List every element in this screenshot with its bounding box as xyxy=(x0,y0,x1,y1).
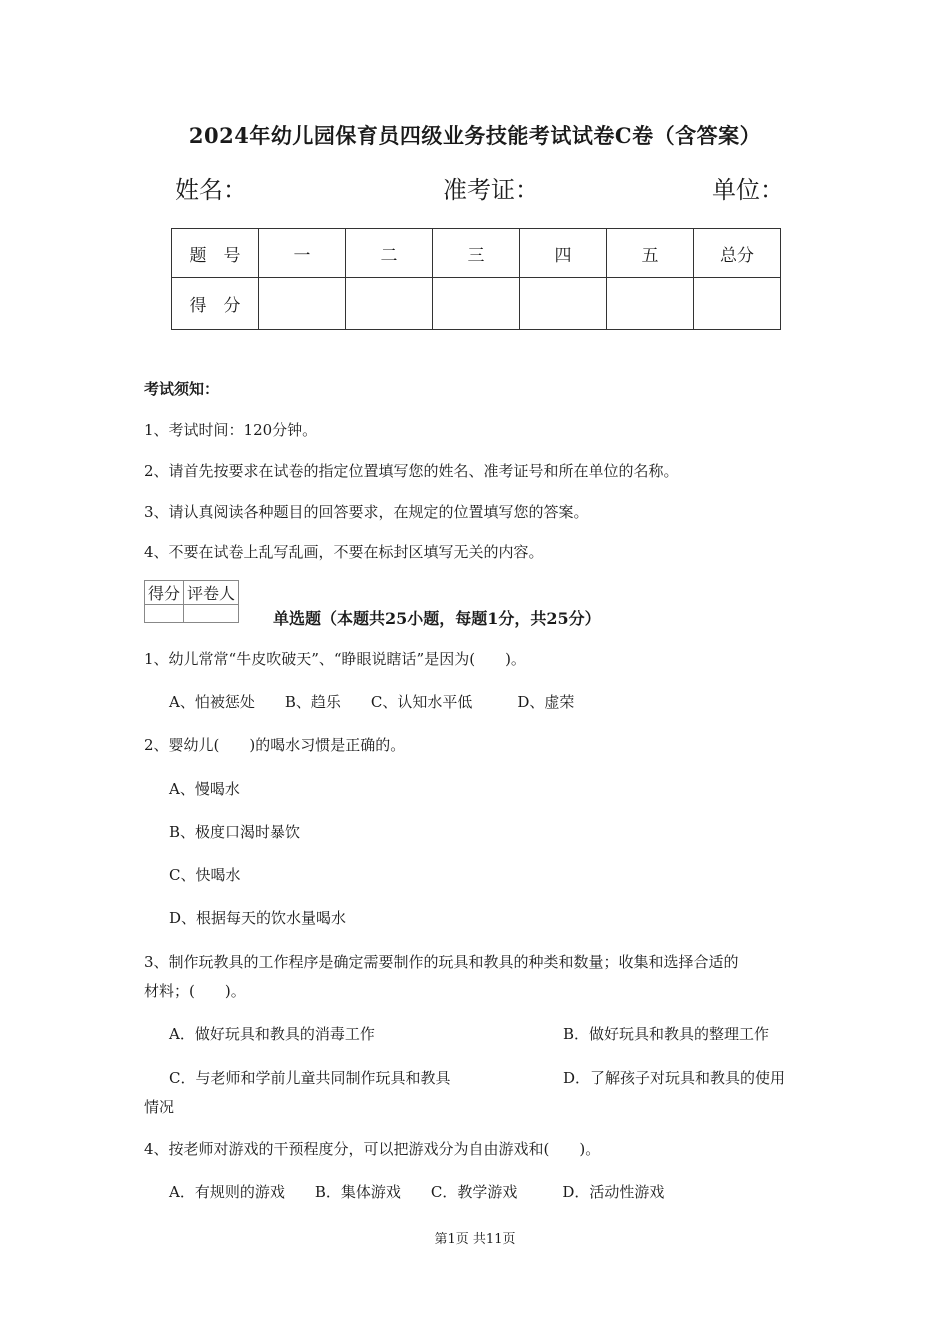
name-field-label: 姓名： xyxy=(175,176,247,204)
question-3-stem: 3、制作玩教具的工作程序是确定需要制作的玩具和教具的种类和数量；收集和选择合适的 xyxy=(144,953,739,971)
question-2-option-a: A、慢喝水 xyxy=(169,780,240,798)
grader-box-grader-cell[interactable] xyxy=(184,605,239,623)
grader-box xyxy=(144,580,239,623)
score-table-score-row xyxy=(172,278,781,330)
grader-box-score-cell[interactable] xyxy=(145,605,184,623)
score-table-header: 四 xyxy=(520,229,607,278)
score-cell[interactable] xyxy=(607,278,694,330)
score-cell[interactable] xyxy=(694,278,781,330)
exam-id-field-label: 准考证： xyxy=(443,176,539,204)
exam-title: 2024年幼儿园保育员四级业务技能考试试卷C卷（含答案） xyxy=(188,123,762,148)
grader-box-score-label: 得分 xyxy=(145,581,184,605)
question-2-stem: 2、婴幼儿( )的喝水习惯是正确的。 xyxy=(144,736,406,754)
question-1-stem: 1、幼儿常常“牛皮吹破天”、“睁眼说瞎话”是因为( )。 xyxy=(144,650,526,668)
question-3-option-d: D．了解孩子对玩具和教具的使用 xyxy=(563,1069,786,1087)
question-3-option-a: A．做好玩具和教具的消毒工作 xyxy=(169,1025,375,1043)
score-table-header: 五 xyxy=(607,229,694,278)
question-2-option-c: C、快喝水 xyxy=(169,866,241,884)
score-table xyxy=(171,228,781,330)
notice-item: 3、请认真阅读各种题目的回答要求，在规定的位置填写您的答案。 xyxy=(144,503,589,521)
score-cell[interactable] xyxy=(259,278,346,330)
question-2-option-b: B、极度口渴时暴饮 xyxy=(169,823,301,841)
score-table-header: 题 号 xyxy=(172,229,259,278)
score-table-header: 三 xyxy=(433,229,520,278)
question-3-option-b: B．做好玩具和教具的整理工作 xyxy=(563,1025,770,1043)
question-4-stem: 4、按老师对游戏的干预程度分，可以把游戏分为自由游戏和( )。 xyxy=(144,1140,601,1158)
score-table-header: 二 xyxy=(346,229,433,278)
question-3-option-c: C．与老师和学前儿童共同制作玩具和教具 xyxy=(169,1069,451,1087)
score-cell[interactable] xyxy=(346,278,433,330)
question-4-options: A．有规则的游戏 B．集体游戏 C．教学游戏 D．活动性游戏 xyxy=(169,1183,665,1201)
question-1-options: A、怕被惩处 B、趋乐 C、认知水平低 D、虚荣 xyxy=(169,693,575,711)
score-table-header: 总分 xyxy=(694,229,781,278)
score-cell[interactable] xyxy=(433,278,520,330)
score-table-header: 一 xyxy=(259,229,346,278)
section-title: 单选题（本题共25小题，每题1分，共25分） xyxy=(273,609,601,628)
score-table-header-row xyxy=(172,229,781,278)
notice-heading: 考试须知： xyxy=(144,380,220,398)
score-row-label: 得 分 xyxy=(172,278,259,330)
notice-item: 2、请首先按要求在试卷的指定位置填写您的姓名、准考证号和所在单位的名称。 xyxy=(144,462,679,480)
page-footer: 第1页 共11页 xyxy=(434,1232,516,1247)
notice-item: 1、考试时间：120分钟。 xyxy=(144,421,318,439)
unit-field-label: 单位： xyxy=(712,176,784,204)
notice-item: 4、不要在试卷上乱写乱画，不要在标封区填写无关的内容。 xyxy=(144,543,544,561)
question-3-option-d-continued: 情况 xyxy=(144,1098,175,1116)
score-cell[interactable] xyxy=(520,278,607,330)
grader-box-grader-label: 评卷人 xyxy=(184,581,239,605)
question-3-stem-continued: 材料；( )。 xyxy=(144,982,246,1000)
question-2-option-d: D、根据每天的饮水量喝水 xyxy=(169,909,347,927)
